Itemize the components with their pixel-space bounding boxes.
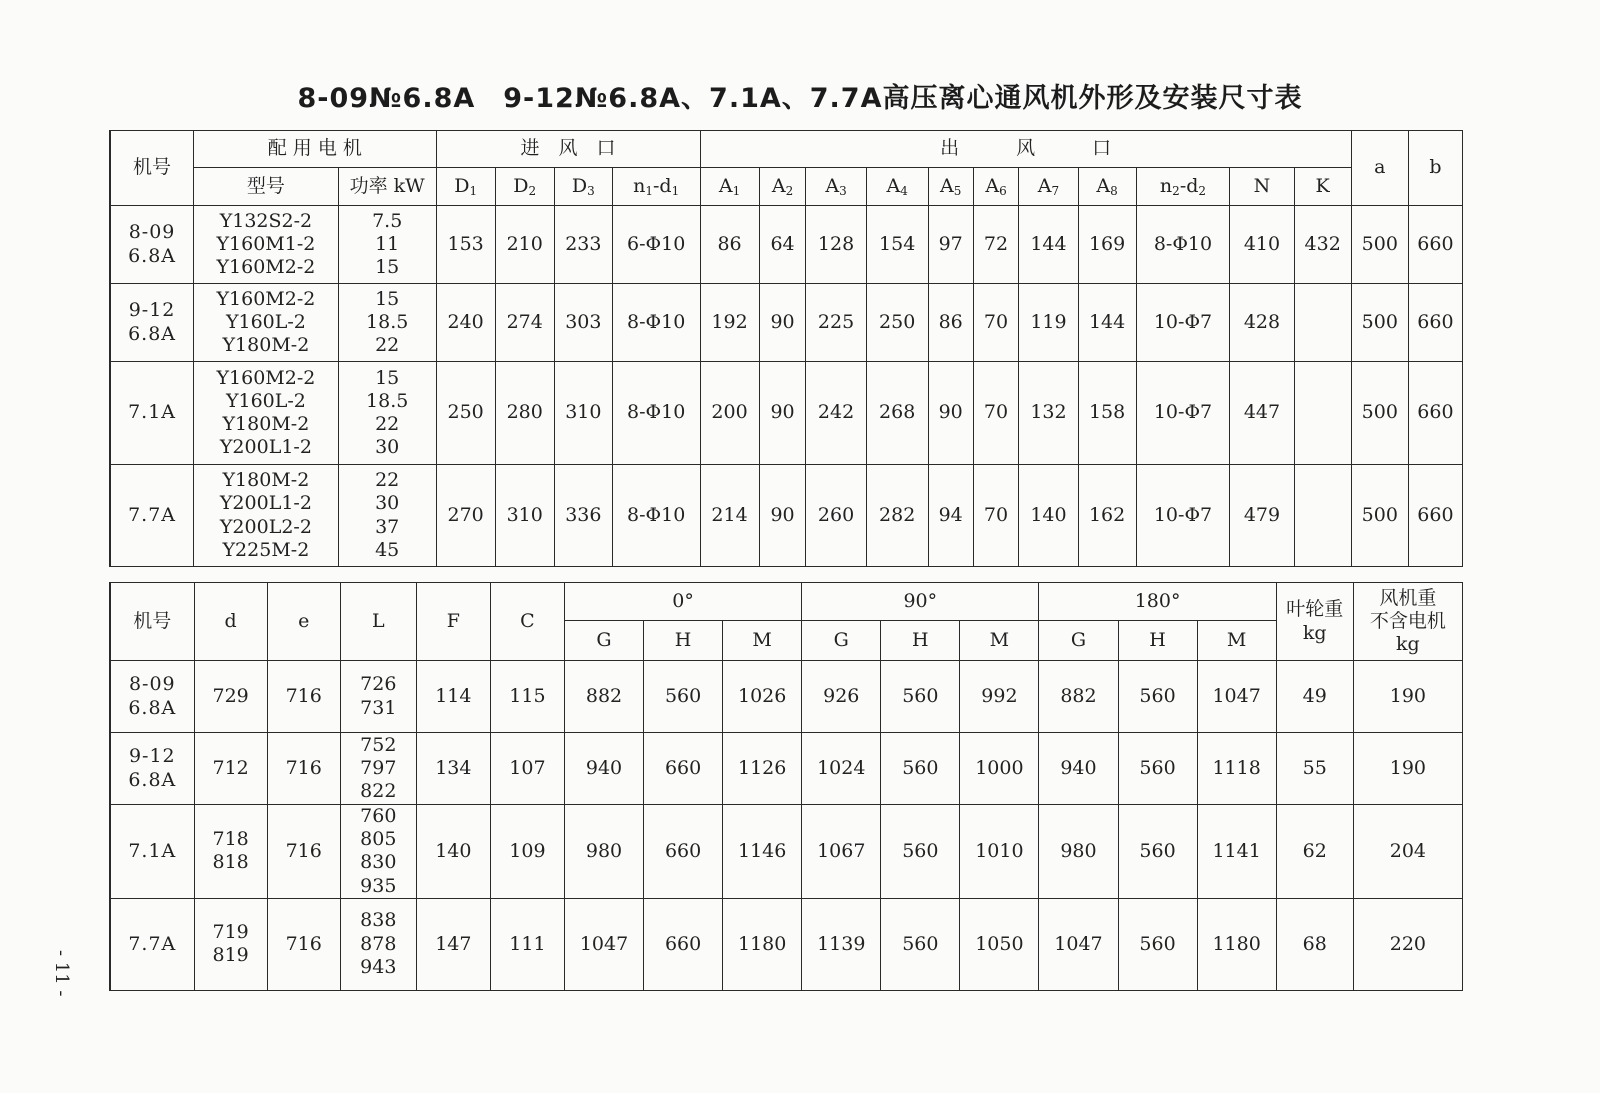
motor-powers-line: 18.5 xyxy=(366,389,409,412)
cell-l-line: 797 xyxy=(360,756,397,779)
cell-n2d2: 10-Φ7 xyxy=(1136,362,1230,465)
cell-l-line: 822 xyxy=(360,780,397,803)
cell-m0: 1180 xyxy=(723,898,802,990)
machine-number xyxy=(110,898,194,990)
cell-fan: 190 xyxy=(1353,661,1462,733)
cell-a8: 144 xyxy=(1078,284,1136,362)
cell-n2d2: 10-Φ7 xyxy=(1136,465,1230,567)
cell-fan: 220 xyxy=(1353,898,1462,990)
cell-n: 428 xyxy=(1230,284,1294,362)
motor-powers-line: 22 xyxy=(375,469,400,492)
cell-h0: 660 xyxy=(644,805,723,899)
cell-h90: 560 xyxy=(881,733,960,805)
header-n1d1: $n_1-d_1$ xyxy=(612,168,700,206)
motor-models xyxy=(194,362,339,465)
header-a8: $A_8$ xyxy=(1078,168,1136,206)
machine-number-line: 6.8A xyxy=(128,768,177,791)
header2-g180: G xyxy=(1039,621,1118,661)
header-a6: $A_6$ xyxy=(973,168,1019,206)
cell-l-line: 805 xyxy=(360,828,397,851)
motor-models-line: Y225M-2 xyxy=(222,538,310,561)
cell-a1: 200 xyxy=(700,362,759,465)
machine-number xyxy=(110,733,194,805)
cell-n: 447 xyxy=(1230,362,1294,465)
cell-d2: 210 xyxy=(495,206,554,284)
header2-h90: H xyxy=(881,621,960,661)
motor-models xyxy=(194,284,339,362)
machine-number xyxy=(110,206,194,284)
header2-impeller-weight: 叶轮重 kg xyxy=(1276,583,1353,661)
cell-k xyxy=(1294,284,1351,362)
cell-l-line: 830 xyxy=(360,851,397,874)
motor-powers-line: 30 xyxy=(375,436,400,459)
motor-models xyxy=(194,465,339,567)
cell-n1d1: 8-Φ10 xyxy=(612,465,700,567)
header2-deg90: 90° xyxy=(802,583,1039,621)
cell-a6: 72 xyxy=(973,206,1019,284)
machine-number xyxy=(110,661,194,733)
cell-a1: 214 xyxy=(700,465,759,567)
motor-powers-line: 18.5 xyxy=(366,310,409,333)
table-row xyxy=(110,206,1463,284)
header-motor: 配 用 电 机 xyxy=(194,131,437,168)
cell-l xyxy=(340,661,416,733)
cell-a4: 154 xyxy=(866,206,928,284)
cell-a: 500 xyxy=(1351,465,1408,567)
machine-number xyxy=(110,284,194,362)
header2-deg180: 180° xyxy=(1039,583,1276,621)
cell-a5: 90 xyxy=(928,362,973,465)
header-model: 型号 xyxy=(194,168,339,206)
table-row xyxy=(110,362,1463,465)
cell-c: 111 xyxy=(490,898,564,990)
cell-a2: 64 xyxy=(759,206,806,284)
motor-powers-line: 22 xyxy=(375,413,400,435)
dimensions-table-2 xyxy=(109,582,1463,991)
motor-models-line: Y160M2-2 xyxy=(216,287,316,310)
cell-n2d2: 8-Φ10 xyxy=(1136,206,1230,284)
cell-d1: 240 xyxy=(436,284,495,362)
cell-g0: 980 xyxy=(564,805,643,899)
motor-powers-line: 15 xyxy=(375,287,400,310)
machine-number xyxy=(110,362,194,465)
cell-h90: 560 xyxy=(881,898,960,990)
machine-number-line: 9-12 xyxy=(128,745,176,768)
header-k: K xyxy=(1294,168,1351,206)
machine-number-line: 6.8A xyxy=(128,322,176,345)
cell-h180: 560 xyxy=(1118,898,1197,990)
cell-l-line: 726 xyxy=(360,673,397,696)
cell-g0: 1047 xyxy=(564,898,643,990)
cell-d1: 270 xyxy=(436,465,495,567)
motor-models-line: Y200L1-2 xyxy=(219,436,312,459)
cell-d-line: 819 xyxy=(212,944,249,967)
cell-c: 115 xyxy=(490,661,564,733)
machine-number-line: 7.1A xyxy=(128,401,176,424)
cell-h0: 660 xyxy=(644,898,723,990)
cell-m90: 1000 xyxy=(960,733,1039,805)
machine-number-line: 6.8A xyxy=(128,696,177,719)
cell-impeller: 68 xyxy=(1276,898,1353,990)
cell-n1d1: 6-Φ10 xyxy=(612,206,700,284)
table-row xyxy=(110,661,1463,733)
header-n: N xyxy=(1230,168,1294,206)
cell-f: 147 xyxy=(416,898,490,990)
header-outlet: 出 风 口 xyxy=(700,131,1351,168)
cell-d-line: 712 xyxy=(212,756,249,779)
cell-l-line: 731 xyxy=(360,696,397,719)
cell-d-line: 818 xyxy=(212,851,249,874)
cell-d-line: 718 xyxy=(212,828,249,851)
cell-b: 660 xyxy=(1408,362,1462,465)
header-a3: $A_3$ xyxy=(806,168,866,206)
header2-h180: H xyxy=(1118,621,1197,661)
cell-g180: 882 xyxy=(1039,661,1118,733)
motor-powers-line: 22 xyxy=(375,334,400,357)
table-row xyxy=(110,284,1463,362)
motor-powers-line: 15 xyxy=(375,366,400,389)
cell-g90: 1024 xyxy=(802,733,881,805)
motor-powers-line: 15 xyxy=(375,256,400,279)
header-a1: $A_1$ xyxy=(700,168,759,206)
cell-l-line: 752 xyxy=(360,733,397,756)
cell-d1: 153 xyxy=(436,206,495,284)
header-a5: $A_5$ xyxy=(928,168,973,206)
cell-g90: 1139 xyxy=(802,898,881,990)
page-number: - 11 - xyxy=(51,950,72,997)
motor-models-line: Y160M1-2 xyxy=(216,232,316,255)
cell-a5: 86 xyxy=(928,284,973,362)
header-a4: $A_4$ xyxy=(866,168,928,206)
machine-number-line: 7.1A xyxy=(128,839,177,862)
cell-a3: 242 xyxy=(806,362,866,465)
motor-powers xyxy=(338,362,436,465)
cell-f: 114 xyxy=(416,661,490,733)
motor-powers xyxy=(338,206,436,284)
cell-e: 716 xyxy=(267,733,340,805)
cell-a7: 144 xyxy=(1019,206,1078,284)
cell-n: 410 xyxy=(1230,206,1294,284)
cell-a3: 128 xyxy=(806,206,866,284)
cell-h90: 560 xyxy=(881,805,960,899)
machine-number-line: 7.7A xyxy=(128,932,177,955)
cell-l xyxy=(340,898,416,990)
cell-impeller: 55 xyxy=(1276,733,1353,805)
cell-l-line: 838 xyxy=(360,909,397,932)
cell-b: 660 xyxy=(1408,284,1462,362)
cell-l-line: 935 xyxy=(360,874,397,897)
header-jihao: 机号 xyxy=(110,131,194,206)
cell-a8: 158 xyxy=(1078,362,1136,465)
header-d1: $D_1$ xyxy=(436,168,495,206)
header-power: 功率 kW xyxy=(338,168,436,206)
cell-n1d1: 8-Φ10 xyxy=(612,362,700,465)
cell-a: 500 xyxy=(1351,284,1408,362)
cell-k xyxy=(1294,465,1351,567)
cell-g90: 926 xyxy=(802,661,881,733)
cell-m180: 1180 xyxy=(1197,898,1276,990)
cell-d xyxy=(194,661,267,733)
header2-g90: G xyxy=(802,621,881,661)
cell-impeller: 49 xyxy=(1276,661,1353,733)
cell-a5: 97 xyxy=(928,206,973,284)
cell-a: 500 xyxy=(1351,206,1408,284)
cell-d1: 250 xyxy=(436,362,495,465)
cell-n2d2: 10-Φ7 xyxy=(1136,284,1230,362)
motor-models-line: Y160L-2 xyxy=(225,310,306,333)
page-title: 8-09№6.8A 9-12№6.8A、7.1A、7.7A高压离心通风机外形及安装尺寸表 xyxy=(297,83,1303,114)
cell-a: 500 xyxy=(1351,362,1408,465)
cell-m180: 1047 xyxy=(1197,661,1276,733)
cell-g0: 882 xyxy=(564,661,643,733)
header2-e: e xyxy=(267,583,340,661)
table-row xyxy=(110,805,1463,899)
cell-d xyxy=(194,898,267,990)
cell-a3: 260 xyxy=(806,465,866,567)
cell-a1: 86 xyxy=(700,206,759,284)
cell-fan: 204 xyxy=(1353,805,1462,899)
cell-h180: 560 xyxy=(1118,805,1197,899)
cell-k xyxy=(1294,362,1351,465)
table-row xyxy=(110,898,1463,990)
motor-models-line: Y180M-2 xyxy=(222,469,310,492)
cell-a6: 70 xyxy=(973,284,1019,362)
header2-f: F xyxy=(416,583,490,661)
cell-c: 109 xyxy=(490,805,564,899)
machine-number-line: 9-12 xyxy=(128,299,176,322)
header2-jihao: 机号 xyxy=(110,583,194,661)
motor-powers xyxy=(338,465,436,567)
header-n2d2: $n_2-d_2$ xyxy=(1136,168,1230,206)
cell-d xyxy=(194,733,267,805)
motor-powers xyxy=(338,284,436,362)
cell-a2: 90 xyxy=(759,465,806,567)
motor-models xyxy=(194,206,339,284)
cell-a8: 169 xyxy=(1078,206,1136,284)
cell-a5: 94 xyxy=(928,465,973,567)
cell-m180: 1118 xyxy=(1197,733,1276,805)
cell-g0: 940 xyxy=(564,733,643,805)
cell-a4: 250 xyxy=(866,284,928,362)
cell-e: 716 xyxy=(267,898,340,990)
motor-models-line: Y160M2-2 xyxy=(216,366,316,389)
motor-models-line: Y132S2-2 xyxy=(219,209,313,232)
cell-d3: 303 xyxy=(554,284,612,362)
header-a2: $A_2$ xyxy=(759,168,806,206)
motor-models-line: Y200L2-2 xyxy=(219,515,312,538)
cell-a6: 70 xyxy=(973,465,1019,567)
machine-number-line: 8-09 xyxy=(128,673,176,696)
cell-a3: 225 xyxy=(806,284,866,362)
motor-powers-line: 45 xyxy=(375,538,400,561)
machine-number-line: 7.7A xyxy=(128,503,176,526)
table-row xyxy=(110,733,1463,805)
header2-l: L xyxy=(340,583,416,661)
motor-models-line: Y180M-2 xyxy=(222,413,310,435)
cell-d-line: 719 xyxy=(212,921,249,944)
header2-h0: H xyxy=(644,621,723,661)
header-inlet: 进 风 口 xyxy=(436,131,700,168)
header2-m90: M xyxy=(960,621,1039,661)
cell-h0: 560 xyxy=(644,661,723,733)
header2-m0: M xyxy=(723,621,802,661)
cell-b: 660 xyxy=(1408,206,1462,284)
cell-d3: 310 xyxy=(554,362,612,465)
cell-a8: 162 xyxy=(1078,465,1136,567)
cell-g180: 940 xyxy=(1039,733,1118,805)
header-d3: $D_3$ xyxy=(554,168,612,206)
cell-m0: 1026 xyxy=(723,661,802,733)
cell-b: 660 xyxy=(1408,465,1462,567)
cell-k: 432 xyxy=(1294,206,1351,284)
cell-a7: 119 xyxy=(1019,284,1078,362)
header2-deg0: 0° xyxy=(564,583,801,621)
header2-m180: M xyxy=(1197,621,1276,661)
cell-h180: 560 xyxy=(1118,733,1197,805)
cell-m90: 992 xyxy=(960,661,1039,733)
cell-d2: 280 xyxy=(495,362,554,465)
cell-l-line: 760 xyxy=(360,805,397,827)
cell-d2: 274 xyxy=(495,284,554,362)
cell-c: 107 xyxy=(490,733,564,805)
cell-l xyxy=(340,733,416,805)
cell-m90: 1010 xyxy=(960,805,1039,899)
cell-e: 716 xyxy=(267,805,340,899)
cell-a1: 192 xyxy=(700,284,759,362)
cell-f: 134 xyxy=(416,733,490,805)
cell-l xyxy=(340,805,416,899)
cell-h180: 560 xyxy=(1118,661,1197,733)
cell-a4: 282 xyxy=(866,465,928,567)
header2-g0: G xyxy=(564,621,643,661)
cell-m0: 1146 xyxy=(723,805,802,899)
header2-d: d xyxy=(194,583,267,661)
cell-h90: 560 xyxy=(881,661,960,733)
cell-m0: 1126 xyxy=(723,733,802,805)
cell-h0: 660 xyxy=(644,733,723,805)
cell-a6: 70 xyxy=(973,362,1019,465)
header-a7: $A_7$ xyxy=(1019,168,1078,206)
motor-models-line: Y200L1-2 xyxy=(219,492,312,515)
machine-number-line: 8-09 xyxy=(128,221,176,244)
table-row xyxy=(110,465,1463,567)
header2-fan-weight: 风机重 不含电机 kg xyxy=(1353,583,1462,661)
cell-a2: 90 xyxy=(759,284,806,362)
cell-n: 479 xyxy=(1230,465,1294,567)
motor-powers-line: 7.5 xyxy=(372,209,403,232)
cell-n1d1: 8-Φ10 xyxy=(612,284,700,362)
cell-g180: 980 xyxy=(1039,805,1118,899)
motor-powers-line: 37 xyxy=(375,515,400,538)
cell-d2: 310 xyxy=(495,465,554,567)
motor-models-line: Y160L-2 xyxy=(225,389,306,412)
cell-m180: 1141 xyxy=(1197,805,1276,899)
cell-a2: 90 xyxy=(759,362,806,465)
cell-d3: 233 xyxy=(554,206,612,284)
header-b: b xyxy=(1408,131,1462,206)
header2-c: C xyxy=(490,583,564,661)
cell-l-line: 878 xyxy=(360,932,397,955)
cell-d3: 336 xyxy=(554,465,612,567)
cell-e: 716 xyxy=(267,661,340,733)
machine-number xyxy=(110,465,194,567)
cell-g180: 1047 xyxy=(1039,898,1118,990)
motor-powers-line: 30 xyxy=(375,492,400,515)
cell-d xyxy=(194,805,267,899)
motor-models-line: Y180M-2 xyxy=(222,334,310,357)
header-d2: $D_2$ xyxy=(495,168,554,206)
cell-l-line: 943 xyxy=(360,955,397,978)
cell-g90: 1067 xyxy=(802,805,881,899)
dimensions-table-1 xyxy=(109,130,1463,567)
motor-powers-line: 11 xyxy=(375,232,400,255)
cell-a4: 268 xyxy=(866,362,928,465)
cell-a7: 140 xyxy=(1019,465,1078,567)
cell-fan: 190 xyxy=(1353,733,1462,805)
motor-models-line: Y160M2-2 xyxy=(216,256,316,279)
cell-m90: 1050 xyxy=(960,898,1039,990)
header-a: a xyxy=(1351,131,1408,206)
machine-number-line: 6.8A xyxy=(128,244,176,267)
cell-d-line: 729 xyxy=(212,684,249,707)
cell-f: 140 xyxy=(416,805,490,899)
cell-impeller: 62 xyxy=(1276,805,1353,899)
cell-a7: 132 xyxy=(1019,362,1078,465)
machine-number xyxy=(110,805,194,899)
